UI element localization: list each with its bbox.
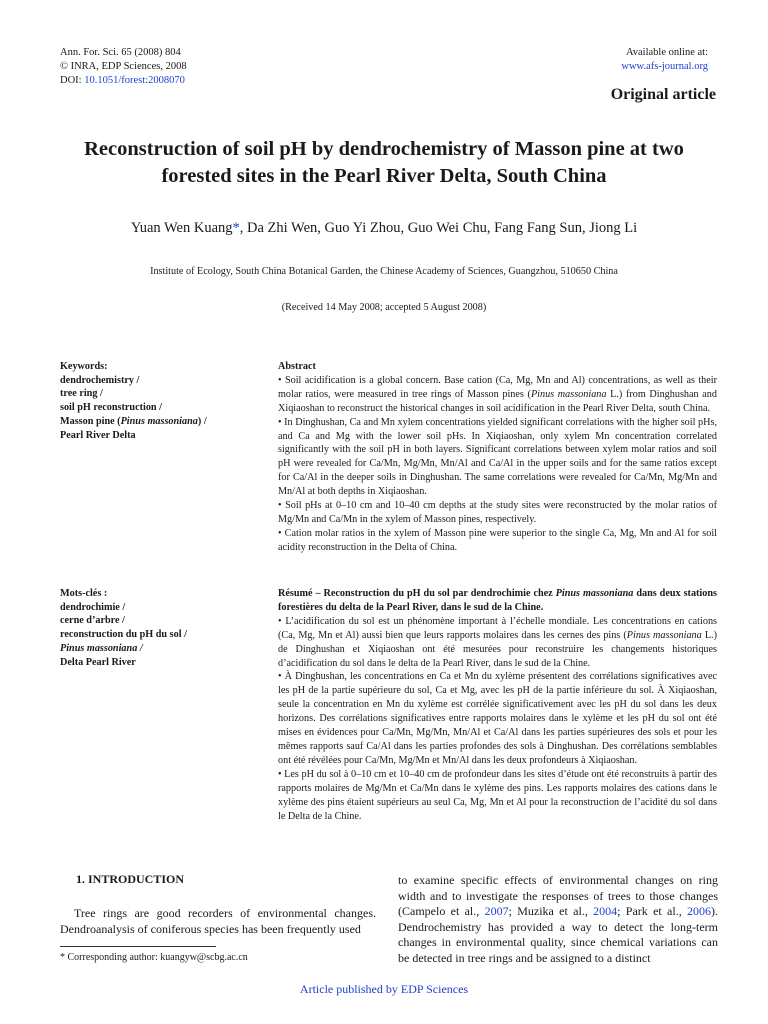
- title-line-1: Reconstruction of soil pH by dendrochemistry of Masson pine at two: [84, 138, 684, 160]
- keyword: tree ring /: [60, 388, 103, 400]
- title-line-2: forested sites in the Pearl River Delta, South China: [161, 165, 607, 187]
- doi-label: DOI:: [60, 75, 85, 86]
- motcle: dendrochimie /: [60, 601, 126, 613]
- abstract: [278, 360, 717, 555]
- abstract-paragraph: • Soil pHs at 0–10 cm and 10–40 cm depths at the study sites were reconstructed by the molar ratios of Mg/Mn and Ca/Mn in the xylem of Masson pines, respectively.: [278, 500, 717, 525]
- citation-link[interactable]: 2004: [593, 904, 618, 919]
- doi-line: [60, 74, 187, 88]
- author-3: , Guo Yi Zhou: [317, 220, 401, 236]
- citation-link[interactable]: 2006: [687, 904, 712, 919]
- journal-url-link[interactable]: www.afs-journal.org: [621, 61, 708, 72]
- species-name: Pinus massoniana: [555, 588, 634, 599]
- author-6: , Jiong Li: [581, 220, 638, 236]
- journal-citation: Ann. For. Sci. 65 (2008) 804: [60, 47, 181, 58]
- motcle: cerne d’arbre /: [60, 615, 125, 627]
- species-name: Pinus massoniana: [626, 629, 702, 641]
- resume-text: L.) de Dinghushan et Xiqiaoshan ont été mesurées pour reconstruire les changements historiques d’acidification du sol dans le delta de la Pearl River, dans le sud de la Chine.: [278, 629, 718, 669]
- author-1-family: Kuang: [193, 220, 233, 236]
- resume-text: • L’acidification du sol est un phénomène important à l’échelle mondiale. Les concentrations en cations (Ca, Mg, Mn et Al) aussi bien que leurs rapports molaires dans les cernes des pins (: [278, 615, 717, 641]
- availability-header: [621, 46, 708, 74]
- intro-right-column: [398, 873, 718, 967]
- abstract-paragraph: [278, 374, 717, 416]
- copyright-line: © INRA, EDP Sciences, 2008: [60, 61, 187, 72]
- intro-text: ). Dendrochemistry has provided a way to detect the long-term changes in environmental quality, since chemical variations can be detected in tree rings and be assigned to a distinct: [398, 904, 719, 965]
- keyword-part: Masson pine (: [60, 415, 121, 427]
- affiliation: Institute of Ecology, South China Botanical Garden, the Chinese Academy of Sciences, Guangzhou, 510650 China: [150, 266, 618, 277]
- keyword-species: Pinus massoniana: [120, 415, 198, 427]
- footnote-rule: [60, 946, 216, 947]
- keyword: [60, 415, 260, 429]
- abstract-text: • Soil acidification is a global concern. Base cation (Ca, Mg, Mn and Al) concentrations, as well as their molar ratios, were measured in tree rings of Masson pines (: [278, 374, 717, 400]
- motcle: Delta Pearl River: [60, 656, 136, 668]
- resume-paragraph: • À Dinghushan, les concentrations en Ca et Mn du xylème présentent des corrélations significatives avec les pH de la partie supérieure du sol, Ca et Mg, avec les pH de la partie inférieure du sol. À Xiqiaoshan, seule la concentration en Mn du xylème est corrélée significativement avec les pH du sol dans les deux horizons. Des corrélations significatives entre rapports molaires dans le xylème et les pH du sol ont été mises en évidences pour Ca/Mn, Mg/Mn, Mn/Al et Ca/Al dans les parties supérieures des sols et pour les mêmes rapports sauf Ca/Al dans les parties profondes des sols à Dinghushan. Des corrélations semblables ont été révélées pour Ca/Mn, Mg/Mn et Mn/Al dans les deux profondeurs à Xiqiaoshan.: [278, 671, 717, 766]
- footnote-text: Corresponding author: kuangyw@scbg.ac.cn: [67, 952, 248, 963]
- resume-paragraph: [278, 615, 717, 671]
- keywords-label: Keywords:: [60, 361, 108, 372]
- author-5: , Fang Fang Sun: [486, 220, 582, 236]
- keyword: dendrochemistry /: [60, 374, 140, 386]
- motscles-block: [60, 587, 260, 669]
- author-1-given: Yuan Wen: [130, 220, 194, 236]
- section-heading-introduction: 1. INTRODUCTION: [76, 872, 185, 886]
- journal-header: [60, 46, 187, 88]
- motscles-label: Mots-clés :: [60, 588, 108, 599]
- resume-paragraph: • Les pH du sol à 0–10 cm et 10–40 cm de profondeur dans les sites d’étude ont été reconstruits à partir des rapports molaires de Mg/Mn et Ca/Mn dans le xylème des pins. Les rapports molaires des cations dans le xylème des pins étaient supérieurs au seul Ca, Mg, Mn et Al pour la reconstruction de l’acidité du sol dans le Delta de la Chine.: [278, 768, 717, 822]
- publisher-link[interactable]: Article published by EDP Sciences: [299, 982, 469, 996]
- intro-text: ; Park et al.,: [617, 904, 688, 919]
- resume-heading-text: dans deux stations forestières du delta de la Pearl River, dans le sud de la Chine.: [278, 588, 717, 613]
- footnote: [60, 952, 248, 963]
- intro-text: to examine specific effects of environmental changes on ring width and to investigate the responses of trees to those changes (Campelo et al.,: [398, 873, 718, 919]
- article-type: Original article: [610, 86, 716, 103]
- species-name: Pinus massoniana: [530, 388, 607, 400]
- keyword: Pearl River Delta: [60, 429, 136, 441]
- author-list: [40, 220, 728, 237]
- keyword: soil pH reconstruction /: [60, 402, 162, 414]
- intro-text: ; Muzika et al.,: [508, 904, 594, 919]
- abstract-paragraph: • Cation molar ratios in the xylem of Masson pine were superior to the single Ca, Mg, Mn and Al for soil acidity reconstruction in the Delta of China.: [278, 527, 717, 553]
- intro-left-column: Tree rings are good recorders of environmental changes. Dendroanalysis of coniferous species has been frequently used: [60, 906, 376, 936]
- received-dates: (Received 14 May 2008; accepted 5 August 2008): [281, 302, 487, 313]
- keyword-part: ) /: [197, 415, 207, 427]
- motcle: reconstruction du pH du sol /: [60, 629, 187, 641]
- resume-heading-text: Résumé – Reconstruction du pH du sol par dendrochimie chez: [278, 588, 556, 599]
- abstract-heading: Abstract: [278, 361, 316, 372]
- keywords-block: [60, 360, 260, 442]
- doi-link[interactable]: 10.1051/forest:2008070: [84, 75, 185, 86]
- citation-link[interactable]: 2007: [484, 904, 509, 919]
- motcle: Pinus massoniana /: [60, 642, 143, 654]
- footnote-mark: *: [60, 952, 68, 963]
- article-title: [40, 136, 728, 190]
- resume: [278, 587, 717, 823]
- author-2: , Da Zhi Wen: [239, 220, 318, 236]
- abstract-text: L.) from Dinghushan and Xiqiaoshan to reconstruct the historical changes in soil acidification in the Pearl River Delta, south China.: [278, 388, 717, 414]
- corresponding-author-mark[interactable]: *: [232, 220, 240, 236]
- available-online-label: Available online at:: [625, 47, 708, 58]
- author-4: , Guo Wei Chu: [400, 220, 487, 236]
- resume-heading: [278, 587, 717, 615]
- abstract-paragraph: • In Dinghushan, Ca and Mn xylem concentrations yielded significant correlations with the higher soil pHs, and Ca and Mg with the lower soil pHs. In Xiqiaoshan, only xylem Mn concentration correlated significantly with the soil pH in both layers. Significant correlations between xylem molar ratios and soil pH were revealed for Ca/Mn, Mg/Mn, Mn/Al and Ca/Al in the upper soils and for the same ratios except for Ca/Al in the deeper soils in Dinghushan. The same correlations were revealed for Ca/Mn, Mg/Mn and Mn/Al at both depths in Xiqiaoshan.: [278, 416, 717, 498]
